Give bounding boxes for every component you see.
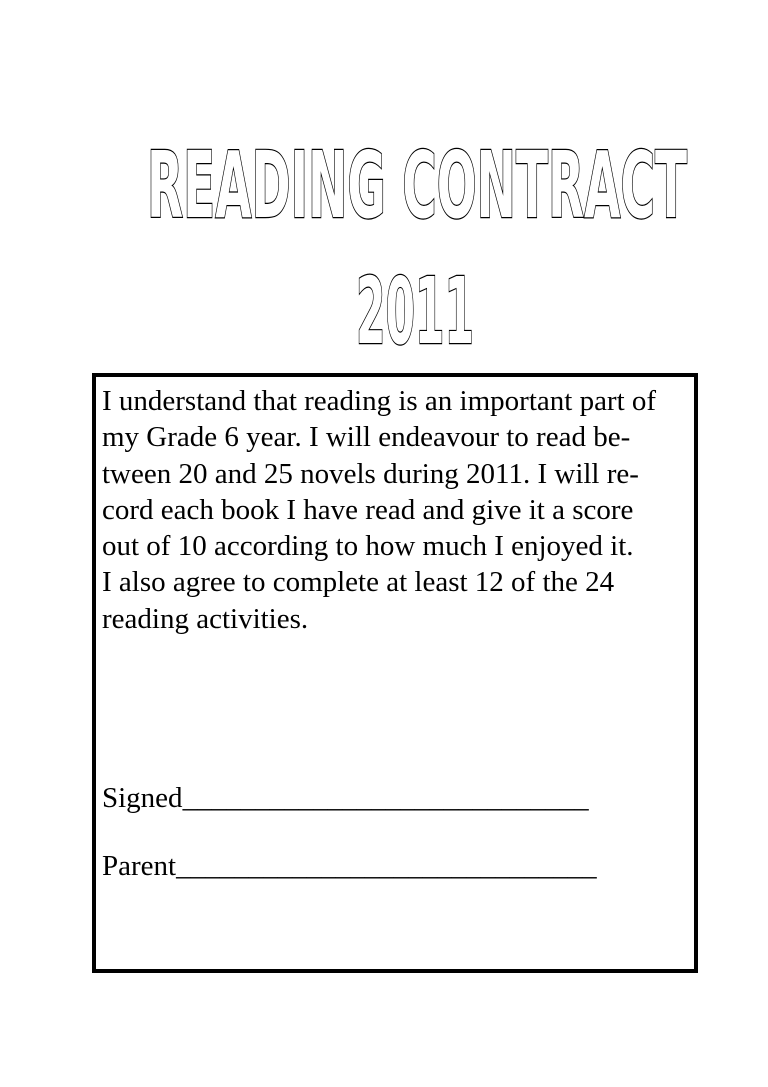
signed-blank: ____________________________: [182, 782, 589, 814]
agreement-text: I understand that reading is an important part of my Grade 6 year. I will endeavour to read be- tween 20 and 25 novels during 2011. I will re- cord each book I have read and give it a score out of 10 according to how much I enjoyed it. I also agree to complete at least 12 of the 24 reading activities.: [102, 385, 657, 635]
parent-blank: _____________________________: [176, 850, 597, 882]
parent-label: Parent: [102, 850, 177, 882]
contract-box: [92, 373, 698, 973]
title-block: [0, 0, 768, 360]
signed-label: Signed: [102, 782, 183, 814]
signed-line: [102, 780, 589, 816]
parent-line: [102, 848, 597, 884]
title-svg: [0, 0, 768, 360]
title-year: 2011: [356, 258, 474, 360]
title-reading-contract: READING CONTRACT: [147, 132, 688, 239]
